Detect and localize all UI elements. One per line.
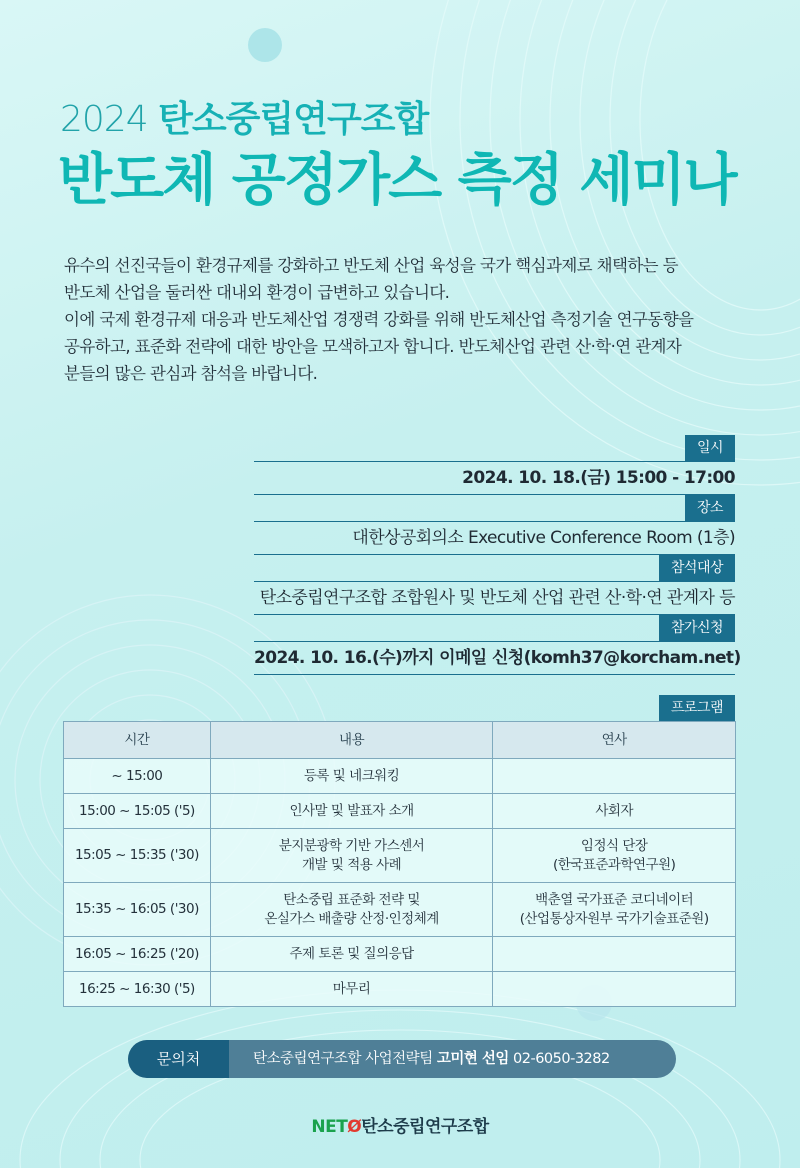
logo-zero: Ø bbox=[347, 1117, 362, 1137]
speaker-line: (한국표준과학연구원) bbox=[552, 856, 676, 873]
contact-phone: 02-6050-3282 bbox=[513, 1051, 610, 1067]
date-value: 2024. 10. 18.(금) 15:00 - 17:00 bbox=[462, 468, 735, 488]
program-tag-wrap bbox=[659, 695, 735, 721]
contact-bar bbox=[128, 1040, 676, 1078]
organizer-name: 탄소중립연구조합 bbox=[158, 99, 429, 140]
header-content: 내용 bbox=[210, 722, 493, 759]
venue-tag: 장소 bbox=[685, 495, 735, 521]
table-row bbox=[64, 972, 736, 1007]
venue-value: 대한상공회의소 Executive Conference Room (1층) bbox=[352, 528, 735, 548]
contact-info bbox=[229, 1040, 676, 1078]
time-cell: 16:25 ~ 16:30 ('5) bbox=[64, 972, 211, 1007]
content-line: 분지분광학 기반 가스센서 bbox=[278, 837, 425, 854]
time-cell: 15:00 ~ 15:05 ('5) bbox=[64, 794, 211, 829]
intro-line: 분들의 많은 관심과 참석을 바랍니다. bbox=[64, 364, 318, 383]
content-cell: 주제 토론 및 질의응답 bbox=[210, 937, 493, 972]
contact-label: 문의처 bbox=[128, 1040, 229, 1078]
speaker-cell bbox=[493, 972, 736, 1007]
content-cell bbox=[210, 883, 493, 937]
header-time: 시간 bbox=[64, 722, 211, 759]
time-cell: 16:05 ~ 16:25 ('20) bbox=[64, 937, 211, 972]
header-speaker: 연사 bbox=[493, 722, 736, 759]
table-header-row bbox=[64, 722, 736, 759]
content-line: 개발 및 적용 사례 bbox=[302, 856, 402, 873]
intro-line: 반도체 산업을 둘러싼 대내외 환경이 급변하고 있습니다. bbox=[64, 283, 450, 302]
poster-subtitle bbox=[60, 98, 428, 142]
contact-team: 탄소중립연구조합 사업전략팀 bbox=[253, 1051, 433, 1067]
apply-tag: 참가신청 bbox=[659, 615, 735, 641]
info-venue bbox=[254, 495, 735, 555]
speaker-cell bbox=[493, 829, 736, 883]
speaker-line: 백춘열 국가표준 코디네이터 bbox=[535, 891, 694, 908]
event-year: 2024 bbox=[60, 99, 148, 140]
time-cell: 15:35 ~ 16:05 ('30) bbox=[64, 883, 211, 937]
intro-line: 이에 국제 환경규제 대응과 반도체산업 경쟁력 강화를 위해 반도체산업 측정기술 연구동향을 bbox=[64, 310, 694, 329]
organizer-logo bbox=[0, 1112, 800, 1137]
info-apply bbox=[254, 615, 741, 675]
table-row bbox=[64, 937, 736, 972]
date-tag: 일시 bbox=[685, 435, 735, 461]
speaker-cell bbox=[493, 759, 736, 794]
content-cell: 마무리 bbox=[210, 972, 493, 1007]
program-tag: 프로그램 bbox=[659, 695, 735, 721]
content-cell bbox=[210, 829, 493, 883]
info-date bbox=[254, 435, 735, 495]
divider bbox=[254, 674, 735, 675]
logo-name: 탄소중립연구조합 bbox=[361, 1117, 489, 1137]
table-row bbox=[64, 829, 736, 883]
speaker-cell bbox=[493, 937, 736, 972]
contact-person: 고미현 선임 bbox=[436, 1051, 509, 1067]
content-cell: 인사말 및 발표자 소개 bbox=[210, 794, 493, 829]
audience-tag: 참석대상 bbox=[659, 555, 735, 581]
program-table bbox=[63, 721, 736, 1007]
apply-value: 2024. 10. 16.(수)까지 이메일 신청(komh37@korcham.net) bbox=[254, 648, 741, 668]
speaker-cell bbox=[493, 883, 736, 937]
event-info bbox=[254, 435, 741, 675]
content-cell: 등록 및 네크워킹 bbox=[210, 759, 493, 794]
speaker-line: (산업통상자원부 국가기술표준원) bbox=[519, 910, 709, 927]
logo-net: NET bbox=[311, 1117, 348, 1137]
table-row bbox=[64, 883, 736, 937]
time-cell: 15:05 ~ 15:35 ('30) bbox=[64, 829, 211, 883]
intro-line: 공유하고, 표준화 전략에 대한 방안을 모색하고자 합니다. 반도체산업 관련 산·학·연 관계자 bbox=[64, 337, 682, 356]
content-line: 온실가스 배출량 산정·인정체계 bbox=[264, 910, 439, 927]
intro-line: 유수의 선진국들이 환경규제를 강화하고 반도체 산업 육성을 국가 핵심과제로 채택하는 등 bbox=[64, 256, 678, 275]
table-row bbox=[64, 794, 736, 829]
poster-title: 반도체 공정가스 측정 세미나 bbox=[58, 148, 736, 213]
intro-text bbox=[64, 252, 744, 387]
content-line: 탄소중립 표준화 전략 및 bbox=[283, 891, 420, 908]
table-row bbox=[64, 759, 736, 794]
info-audience bbox=[254, 555, 735, 615]
speaker-cell: 사회자 bbox=[493, 794, 736, 829]
time-cell: ~ 15:00 bbox=[64, 759, 211, 794]
speaker-line: 임정식 단장 bbox=[580, 837, 648, 854]
audience-value: 탄소중립연구조합 조합원사 및 반도체 산업 관련 산·학·연 관계자 등 bbox=[259, 588, 735, 608]
